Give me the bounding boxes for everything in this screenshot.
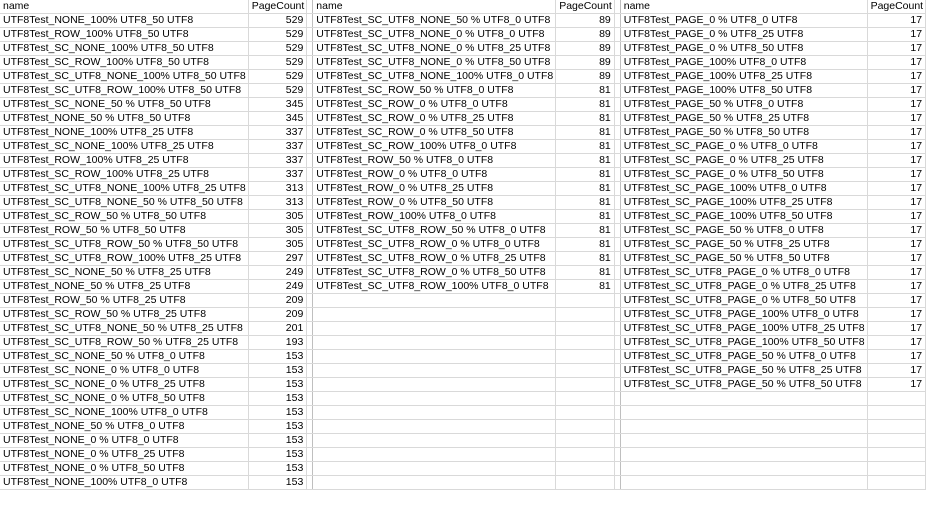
pagecount-cell[interactable]: 17 — [867, 56, 926, 70]
pagecount-cell[interactable]: 17 — [867, 168, 926, 182]
name-cell[interactable]: UTF8Test_ROW_50 % UTF8_0 UTF8 — [313, 154, 556, 168]
name-cell[interactable]: UTF8Test_SC_PAGE_50 % UTF8_25 UTF8 — [620, 238, 867, 252]
name-cell[interactable] — [620, 448, 867, 462]
pagecount-cell[interactable]: 17 — [867, 350, 926, 364]
pagecount-cell[interactable]: 337 — [248, 126, 307, 140]
pagecount-cell[interactable] — [556, 378, 615, 392]
pagecount-cell[interactable]: 529 — [248, 42, 307, 56]
pagecount-cell[interactable] — [867, 476, 926, 490]
pagecount-cell[interactable]: 17 — [867, 28, 926, 42]
pagecount-cell[interactable]: 17 — [867, 182, 926, 196]
table-row — [0, 364, 926, 378]
table-row — [0, 336, 926, 350]
pagecount-cell[interactable]: 17 — [867, 378, 926, 392]
name-cell[interactable]: UTF8Test_PAGE_100% UTF8_50 UTF8 — [620, 84, 867, 98]
pagecount-cell[interactable] — [867, 392, 926, 406]
name-cell[interactable]: UTF8Test_SC_ROW_0 % UTF8_25 UTF8 — [313, 112, 556, 126]
pagecount-cell[interactable]: 81 — [556, 126, 615, 140]
name-cell[interactable]: UTF8Test_SC_ROW_0 % UTF8_50 UTF8 — [313, 126, 556, 140]
pagecount-cell[interactable]: 17 — [867, 266, 926, 280]
pagecount-cell[interactable]: 17 — [867, 196, 926, 210]
name-cell[interactable] — [313, 364, 556, 378]
table-row — [0, 56, 926, 70]
name-cell[interactable]: UTF8Test_SC_PAGE_50 % UTF8_50 UTF8 — [620, 252, 867, 266]
name-cell[interactable] — [620, 420, 867, 434]
pagecount-cell[interactable]: 529 — [248, 28, 307, 42]
name-cell[interactable]: UTF8Test_SC_UTF8_ROW_50 % UTF8_25 UTF8 — [0, 336, 248, 350]
name-cell[interactable] — [313, 308, 556, 322]
pagecount-cell[interactable]: 153 — [248, 364, 307, 378]
pagecount-cell[interactable]: 153 — [248, 378, 307, 392]
pagecount-cell[interactable]: 529 — [248, 56, 307, 70]
pagecount-cell[interactable]: 81 — [556, 112, 615, 126]
table-row — [0, 476, 926, 490]
pagecount-cell[interactable]: 337 — [248, 154, 307, 168]
pagecount-cell[interactable]: 209 — [248, 308, 307, 322]
name-cell[interactable]: UTF8Test_NONE_50 % UTF8_0 UTF8 — [0, 420, 248, 434]
pagecount-cell[interactable]: 153 — [248, 462, 307, 476]
header-pagecount-cell[interactable]: PageCount — [867, 0, 926, 14]
name-cell[interactable]: UTF8Test_SC_UTF8_PAGE_50 % UTF8_0 UTF8 — [620, 350, 867, 364]
pagecount-cell[interactable]: 249 — [248, 280, 307, 294]
name-cell[interactable]: UTF8Test_SC_NONE_100% UTF8_25 UTF8 — [0, 140, 248, 154]
name-cell[interactable]: UTF8Test_PAGE_50 % UTF8_50 UTF8 — [620, 126, 867, 140]
name-cell[interactable] — [620, 392, 867, 406]
table-row — [0, 322, 926, 336]
header-pagecount-cell[interactable]: PageCount — [248, 0, 307, 14]
name-cell[interactable]: UTF8Test_SC_ROW_50 % UTF8_50 UTF8 — [0, 210, 248, 224]
name-cell[interactable]: UTF8Test_SC_ROW_100% UTF8_50 UTF8 — [0, 56, 248, 70]
name-cell[interactable]: UTF8Test_SC_UTF8_NONE_0 % UTF8_0 UTF8 — [313, 28, 556, 42]
pagecount-cell[interactable]: 337 — [248, 140, 307, 154]
name-cell[interactable] — [313, 476, 556, 490]
table-row — [0, 420, 926, 434]
table-row — [0, 126, 926, 140]
name-cell[interactable] — [620, 462, 867, 476]
name-cell[interactable]: UTF8Test_SC_UTF8_PAGE_100% UTF8_0 UTF8 — [620, 308, 867, 322]
pagecount-cell[interactable]: 17 — [867, 42, 926, 56]
pagecount-cell[interactable]: 81 — [556, 266, 615, 280]
name-cell[interactable] — [313, 392, 556, 406]
pagecount-cell[interactable]: 193 — [248, 336, 307, 350]
pagecount-cell[interactable]: 201 — [248, 322, 307, 336]
pagecount-cell[interactable]: 81 — [556, 84, 615, 98]
table-row — [0, 238, 926, 252]
pagecount-cell[interactable] — [556, 462, 615, 476]
name-cell[interactable]: UTF8Test_ROW_100% UTF8_25 UTF8 — [0, 154, 248, 168]
pagecount-cell[interactable] — [556, 392, 615, 406]
header-name-cell[interactable]: name — [620, 0, 867, 14]
pagecount-cell[interactable]: 81 — [556, 280, 615, 294]
name-cell[interactable]: UTF8Test_SC_NONE_50 % UTF8_0 UTF8 — [0, 350, 248, 364]
name-cell[interactable]: UTF8Test_ROW_100% UTF8_50 UTF8 — [0, 28, 248, 42]
pagecount-cell[interactable]: 153 — [248, 434, 307, 448]
name-cell[interactable]: UTF8Test_PAGE_50 % UTF8_0 UTF8 — [620, 98, 867, 112]
name-cell[interactable]: UTF8Test_SC_NONE_50 % UTF8_25 UTF8 — [0, 266, 248, 280]
pagecount-cell[interactable]: 17 — [867, 112, 926, 126]
table-row — [0, 112, 926, 126]
name-cell[interactable] — [313, 322, 556, 336]
table-row — [0, 14, 926, 28]
pagecount-cell[interactable]: 337 — [248, 168, 307, 182]
name-cell[interactable]: UTF8Test_SC_ROW_50 % UTF8_25 UTF8 — [0, 308, 248, 322]
table-row — [0, 210, 926, 224]
name-cell[interactable]: UTF8Test_PAGE_0 % UTF8_25 UTF8 — [620, 28, 867, 42]
pagecount-cell[interactable]: 81 — [556, 154, 615, 168]
pagecount-cell[interactable] — [867, 434, 926, 448]
name-cell[interactable]: UTF8Test_SC_PAGE_0 % UTF8_25 UTF8 — [620, 154, 867, 168]
pagecount-cell[interactable]: 89 — [556, 42, 615, 56]
name-cell[interactable]: UTF8Test_SC_UTF8_PAGE_0 % UTF8_0 UTF8 — [620, 266, 867, 280]
table-row — [0, 280, 926, 294]
name-cell[interactable]: UTF8Test_ROW_100% UTF8_0 UTF8 — [313, 210, 556, 224]
pagecount-cell[interactable] — [556, 294, 615, 308]
table-row — [0, 392, 926, 406]
table-row — [0, 294, 926, 308]
name-cell[interactable] — [313, 448, 556, 462]
pagecount-cell[interactable]: 209 — [248, 294, 307, 308]
table-row — [0, 308, 926, 322]
name-cell[interactable]: UTF8Test_SC_UTF8_PAGE_0 % UTF8_25 UTF8 — [620, 280, 867, 294]
name-cell[interactable]: UTF8Test_SC_UTF8_NONE_100% UTF8_0 UTF8 — [313, 70, 556, 84]
pagecount-cell[interactable] — [867, 448, 926, 462]
name-cell[interactable] — [620, 476, 867, 490]
name-cell[interactable] — [313, 378, 556, 392]
name-cell[interactable]: UTF8Test_ROW_0 % UTF8_0 UTF8 — [313, 168, 556, 182]
name-cell[interactable]: UTF8Test_SC_UTF8_NONE_50 % UTF8_25 UTF8 — [0, 322, 248, 336]
pagecount-cell[interactable]: 17 — [867, 308, 926, 322]
name-cell[interactable]: UTF8Test_SC_UTF8_PAGE_50 % UTF8_25 UTF8 — [620, 364, 867, 378]
name-cell[interactable] — [313, 462, 556, 476]
table-row — [0, 154, 926, 168]
pagecount-cell[interactable]: 89 — [556, 28, 615, 42]
table-row — [0, 434, 926, 448]
pagecount-cell[interactable] — [556, 476, 615, 490]
pagecount-cell[interactable] — [556, 308, 615, 322]
name-cell[interactable]: UTF8Test_SC_UTF8_NONE_100% UTF8_50 UTF8 — [0, 70, 248, 84]
pagecount-cell[interactable]: 345 — [248, 112, 307, 126]
name-cell[interactable]: UTF8Test_SC_NONE_100% UTF8_0 UTF8 — [0, 406, 248, 420]
pagecount-cell[interactable]: 89 — [556, 56, 615, 70]
pagecount-cell[interactable]: 297 — [248, 252, 307, 266]
name-cell[interactable]: UTF8Test_SC_PAGE_100% UTF8_50 UTF8 — [620, 210, 867, 224]
pagecount-cell[interactable]: 313 — [248, 196, 307, 210]
name-cell[interactable]: UTF8Test_SC_UTF8_PAGE_100% UTF8_25 UTF8 — [620, 322, 867, 336]
table-row — [0, 196, 926, 210]
name-cell[interactable] — [313, 406, 556, 420]
table-row — [0, 406, 926, 420]
header-row — [0, 0, 926, 14]
name-cell[interactable]: UTF8Test_SC_ROW_0 % UTF8_0 UTF8 — [313, 98, 556, 112]
pagecount-cell[interactable]: 17 — [867, 322, 926, 336]
pagecount-cell[interactable] — [556, 448, 615, 462]
pagecount-cell[interactable]: 153 — [248, 448, 307, 462]
header-pagecount-cell[interactable]: PageCount — [556, 0, 615, 14]
name-cell[interactable]: UTF8Test_NONE_0 % UTF8_0 UTF8 — [0, 434, 248, 448]
name-cell[interactable]: UTF8Test_ROW_0 % UTF8_50 UTF8 — [313, 196, 556, 210]
name-cell[interactable]: UTF8Test_SC_UTF8_ROW_100% UTF8_0 UTF8 — [313, 280, 556, 294]
name-cell[interactable]: UTF8Test_SC_ROW_100% UTF8_25 UTF8 — [0, 168, 248, 182]
name-cell[interactable]: UTF8Test_SC_PAGE_0 % UTF8_0 UTF8 — [620, 140, 867, 154]
pagecount-cell[interactable]: 313 — [248, 182, 307, 196]
pagecount-cell[interactable]: 89 — [556, 70, 615, 84]
pagecount-cell[interactable] — [556, 420, 615, 434]
name-cell[interactable]: UTF8Test_NONE_0 % UTF8_25 UTF8 — [0, 448, 248, 462]
table-row — [0, 252, 926, 266]
name-cell[interactable]: UTF8Test_PAGE_0 % UTF8_0 UTF8 — [620, 14, 867, 28]
pagecount-cell[interactable]: 89 — [556, 14, 615, 28]
name-cell[interactable]: UTF8Test_ROW_0 % UTF8_25 UTF8 — [313, 182, 556, 196]
name-cell[interactable] — [313, 294, 556, 308]
pagecount-cell[interactable]: 17 — [867, 238, 926, 252]
table-row — [0, 84, 926, 98]
name-cell[interactable] — [313, 350, 556, 364]
pagecount-cell[interactable]: 17 — [867, 336, 926, 350]
pagecount-cell[interactable] — [867, 406, 926, 420]
name-cell[interactable]: UTF8Test_NONE_50 % UTF8_25 UTF8 — [0, 280, 248, 294]
pagecount-cell[interactable]: 81 — [556, 210, 615, 224]
name-cell[interactable]: UTF8Test_SC_UTF8_ROW_0 % UTF8_25 UTF8 — [313, 252, 556, 266]
name-cell[interactable]: UTF8Test_SC_PAGE_50 % UTF8_0 UTF8 — [620, 224, 867, 238]
name-cell[interactable]: UTF8Test_SC_UTF8_ROW_50 % UTF8_50 UTF8 — [0, 238, 248, 252]
table-row — [0, 140, 926, 154]
pagecount-cell[interactable]: 249 — [248, 266, 307, 280]
name-cell[interactable]: UTF8Test_NONE_50 % UTF8_50 UTF8 — [0, 112, 248, 126]
name-cell[interactable]: UTF8Test_SC_UTF8_ROW_0 % UTF8_50 UTF8 — [313, 266, 556, 280]
name-cell[interactable]: UTF8Test_SC_PAGE_100% UTF8_25 UTF8 — [620, 196, 867, 210]
name-cell[interactable]: UTF8Test_PAGE_100% UTF8_25 UTF8 — [620, 70, 867, 84]
pagecount-cell[interactable]: 17 — [867, 294, 926, 308]
name-cell[interactable]: UTF8Test_SC_UTF8_NONE_50 % UTF8_50 UTF8 — [0, 196, 248, 210]
name-cell[interactable]: UTF8Test_PAGE_100% UTF8_0 UTF8 — [620, 56, 867, 70]
name-cell[interactable]: UTF8Test_SC_UTF8_NONE_0 % UTF8_50 UTF8 — [313, 56, 556, 70]
pagecount-cell[interactable]: 153 — [248, 406, 307, 420]
table-row — [0, 42, 926, 56]
name-cell[interactable]: UTF8Test_SC_UTF8_PAGE_0 % UTF8_50 UTF8 — [620, 294, 867, 308]
name-cell[interactable]: UTF8Test_SC_NONE_100% UTF8_50 UTF8 — [0, 42, 248, 56]
pagecount-cell[interactable] — [556, 322, 615, 336]
pagecount-cell[interactable] — [556, 434, 615, 448]
pagecount-cell[interactable] — [867, 462, 926, 476]
name-cell[interactable]: UTF8Test_SC_UTF8_PAGE_50 % UTF8_50 UTF8 — [620, 378, 867, 392]
pagecount-cell[interactable]: 153 — [248, 420, 307, 434]
pagecount-cell[interactable]: 81 — [556, 252, 615, 266]
header-name-cell[interactable]: name — [313, 0, 556, 14]
name-cell[interactable]: UTF8Test_PAGE_50 % UTF8_25 UTF8 — [620, 112, 867, 126]
table-row — [0, 350, 926, 364]
name-cell[interactable]: UTF8Test_NONE_0 % UTF8_50 UTF8 — [0, 462, 248, 476]
name-cell[interactable] — [313, 434, 556, 448]
name-cell[interactable]: UTF8Test_SC_UTF8_ROW_100% UTF8_50 UTF8 — [0, 84, 248, 98]
name-cell[interactable]: UTF8Test_NONE_100% UTF8_0 UTF8 — [0, 476, 248, 490]
name-cell[interactable]: UTF8Test_SC_UTF8_ROW_50 % UTF8_0 UTF8 — [313, 224, 556, 238]
table-row — [0, 378, 926, 392]
name-cell[interactable]: UTF8Test_ROW_50 % UTF8_25 UTF8 — [0, 294, 248, 308]
name-cell[interactable]: UTF8Test_SC_NONE_0 % UTF8_0 UTF8 — [0, 364, 248, 378]
pagecount-cell[interactable]: 17 — [867, 252, 926, 266]
pagecount-cell[interactable] — [556, 350, 615, 364]
pagecount-cell[interactable]: 153 — [248, 476, 307, 490]
pagecount-cell[interactable]: 305 — [248, 238, 307, 252]
name-cell[interactable]: UTF8Test_SC_UTF8_NONE_50 % UTF8_0 UTF8 — [313, 14, 556, 28]
table-row — [0, 462, 926, 476]
table-row — [0, 224, 926, 238]
pagecount-cell[interactable]: 345 — [248, 98, 307, 112]
name-cell[interactable]: UTF8Test_SC_PAGE_0 % UTF8_50 UTF8 — [620, 168, 867, 182]
name-cell[interactable]: UTF8Test_NONE_100% UTF8_50 UTF8 — [0, 14, 248, 28]
pagecount-cell[interactable]: 529 — [248, 70, 307, 84]
pagecount-cell[interactable]: 81 — [556, 140, 615, 154]
name-cell[interactable] — [620, 406, 867, 420]
table-row — [0, 266, 926, 280]
pagecount-cell[interactable]: 305 — [248, 210, 307, 224]
name-cell[interactable]: UTF8Test_PAGE_0 % UTF8_50 UTF8 — [620, 42, 867, 56]
pagecount-cell[interactable]: 17 — [867, 154, 926, 168]
table-row — [0, 448, 926, 462]
pagecount-cell[interactable]: 81 — [556, 168, 615, 182]
pagecount-cell[interactable]: 81 — [556, 182, 615, 196]
pagecount-cell[interactable]: 529 — [248, 14, 307, 28]
pagecount-cell[interactable]: 153 — [248, 392, 307, 406]
table-row — [0, 70, 926, 84]
pagecount-cell[interactable]: 17 — [867, 210, 926, 224]
table-row — [0, 168, 926, 182]
pagecount-cell[interactable]: 81 — [556, 224, 615, 238]
pagecount-cell[interactable]: 17 — [867, 126, 926, 140]
name-cell[interactable]: UTF8Test_SC_ROW_50 % UTF8_0 UTF8 — [313, 84, 556, 98]
name-cell[interactable] — [313, 420, 556, 434]
pagecount-cell[interactable]: 529 — [248, 84, 307, 98]
pagecount-cell[interactable] — [556, 336, 615, 350]
pagecount-cell[interactable]: 17 — [867, 14, 926, 28]
pagecount-cell[interactable]: 17 — [867, 140, 926, 154]
name-cell[interactable] — [313, 336, 556, 350]
pagecount-cell[interactable]: 81 — [556, 196, 615, 210]
name-cell[interactable]: UTF8Test_SC_UTF8_NONE_100% UTF8_25 UTF8 — [0, 182, 248, 196]
name-cell[interactable]: UTF8Test_ROW_50 % UTF8_50 UTF8 — [0, 224, 248, 238]
pagecount-cell[interactable]: 17 — [867, 364, 926, 378]
table-row — [0, 98, 926, 112]
header-name-cell[interactable]: name — [0, 0, 248, 14]
name-cell[interactable]: UTF8Test_SC_NONE_0 % UTF8_25 UTF8 — [0, 378, 248, 392]
pagecount-cell[interactable]: 17 — [867, 280, 926, 294]
pagecount-cell[interactable]: 305 — [248, 224, 307, 238]
name-cell[interactable]: UTF8Test_SC_UTF8_ROW_0 % UTF8_0 UTF8 — [313, 238, 556, 252]
name-cell[interactable] — [620, 434, 867, 448]
pagecount-cell[interactable] — [556, 364, 615, 378]
pagecount-cell[interactable]: 17 — [867, 84, 926, 98]
pagecount-cell[interactable]: 17 — [867, 98, 926, 112]
pagecount-cell[interactable]: 17 — [867, 224, 926, 238]
pagecount-cell[interactable]: 17 — [867, 70, 926, 84]
pagecount-cell[interactable] — [867, 420, 926, 434]
name-cell[interactable]: UTF8Test_NONE_100% UTF8_25 UTF8 — [0, 126, 248, 140]
name-cell[interactable]: UTF8Test_SC_ROW_100% UTF8_0 UTF8 — [313, 140, 556, 154]
name-cell[interactable]: UTF8Test_SC_NONE_50 % UTF8_50 UTF8 — [0, 98, 248, 112]
name-cell[interactable]: UTF8Test_SC_UTF8_PAGE_100% UTF8_50 UTF8 — [620, 336, 867, 350]
table-row — [0, 182, 926, 196]
name-cell[interactable]: UTF8Test_SC_PAGE_100% UTF8_0 UTF8 — [620, 182, 867, 196]
pagecount-cell[interactable]: 81 — [556, 238, 615, 252]
name-cell[interactable]: UTF8Test_SC_UTF8_NONE_0 % UTF8_25 UTF8 — [313, 42, 556, 56]
pagecount-cell[interactable] — [556, 406, 615, 420]
pagecount-cell[interactable]: 153 — [248, 350, 307, 364]
table-row — [0, 28, 926, 42]
name-cell[interactable]: UTF8Test_SC_NONE_0 % UTF8_50 UTF8 — [0, 392, 248, 406]
pagecount-cell[interactable]: 81 — [556, 98, 615, 112]
name-cell[interactable]: UTF8Test_SC_UTF8_ROW_100% UTF8_25 UTF8 — [0, 252, 248, 266]
